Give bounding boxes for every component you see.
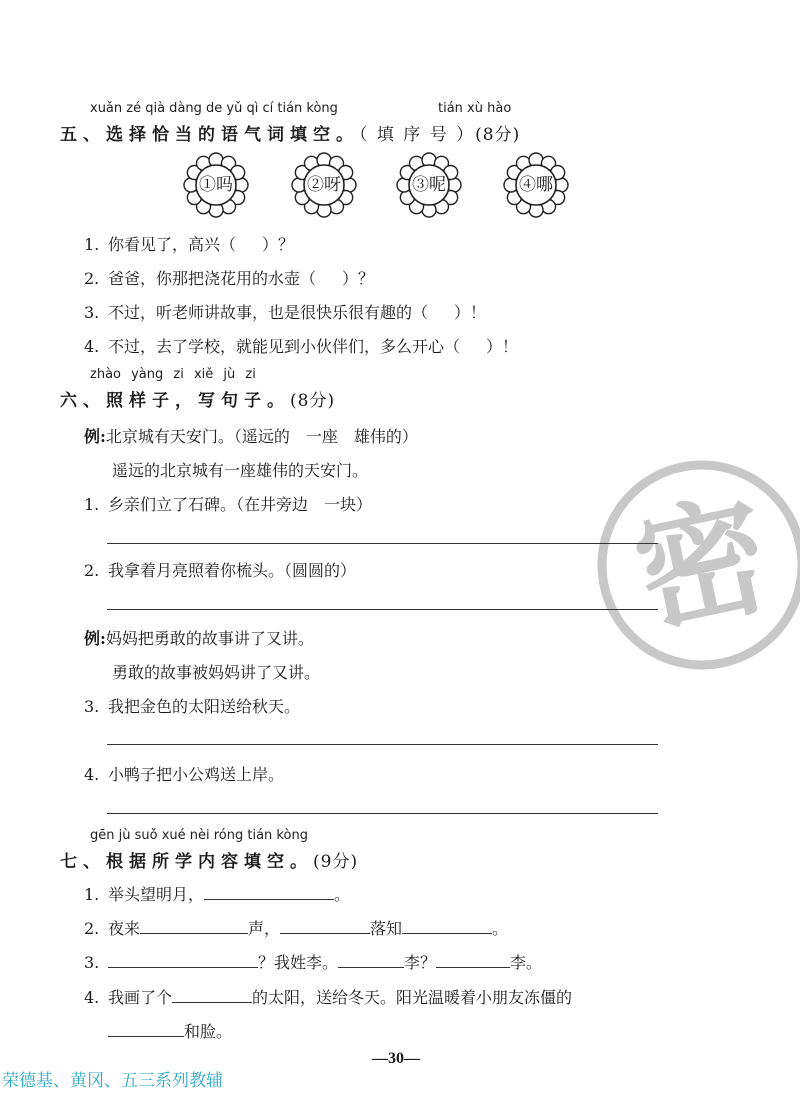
item-number: 4.: [84, 988, 100, 1007]
item-text-end: 和脸。: [184, 1022, 233, 1041]
confidential-stamp: [592, 440, 800, 690]
item-text: 我拿着月亮照着你梳头。（圆圆的）: [108, 561, 357, 580]
fill-blank[interactable]: [436, 953, 510, 968]
section6-pinyin: zhào yàng zi xiě jù zi: [90, 367, 256, 382]
item-text: 举头望明月，: [108, 885, 205, 904]
section6-item-3: [84, 694, 300, 717]
item-text-end: ）？: [262, 235, 295, 254]
section6-heading: [60, 386, 335, 411]
section6-item-1: [84, 492, 372, 515]
item-text: 你看见了，高兴（: [108, 235, 237, 254]
answer-line-1[interactable]: [107, 543, 658, 544]
item-text: 我把金色的太阳送给秋天。: [108, 697, 301, 716]
fill-blank[interactable]: [172, 988, 252, 1003]
item-text-end: 李。: [510, 953, 543, 972]
item-number: 2.: [84, 269, 100, 288]
item-text: 小鸭子把小公鸡送上岸。: [108, 765, 285, 784]
section7-item-1: [84, 882, 350, 905]
item-text: 的太阳，送给冬天。阳光温暖着小朋友冻僵的: [252, 988, 573, 1007]
option-label: ②呀: [307, 175, 341, 195]
example-text: 妈妈把勇敢的故事讲了又讲。: [105, 629, 314, 648]
item-text-end: 。: [492, 919, 509, 938]
item-number: 1.: [84, 235, 100, 254]
option-label: ④哪: [519, 175, 553, 195]
example-1: [84, 424, 418, 447]
item-number: 3.: [84, 303, 100, 322]
option-flower-4: [503, 152, 569, 218]
item-text: 爸爸，你那把浇花用的水壶（: [108, 269, 317, 288]
example-label: 例:: [84, 629, 106, 648]
item-text-end: 。: [334, 885, 351, 904]
answer-line-2[interactable]: [107, 609, 658, 610]
fill-blank[interactable]: [402, 919, 492, 934]
item-text-end: ）！: [454, 303, 487, 322]
answer-line-3[interactable]: [107, 744, 658, 745]
section5-item-2: [84, 266, 374, 289]
example-label: 例:: [84, 427, 106, 446]
section5-item-4: [84, 334, 518, 357]
item-text-end: ）！: [486, 337, 519, 356]
brand-footer: 荣德基、黄冈、五三系列教辅: [2, 1071, 223, 1091]
option-label: ③呢: [412, 175, 446, 195]
item-text: 落知: [370, 919, 403, 938]
item-text: 不过，听老师讲故事，也是很快乐很有趣的（: [108, 303, 429, 322]
section5-paren: （ 填 序 号 ）: [359, 125, 476, 145]
section5-item-3: [84, 300, 486, 323]
section5-heading: [60, 120, 520, 145]
item-number: 1.: [84, 495, 100, 514]
fill-blank[interactable]: [204, 885, 334, 900]
item-number: 4.: [84, 337, 100, 356]
option-flower-3: [396, 152, 462, 218]
item-text: 乡亲们立了石碑。（在井旁边 一块）: [108, 495, 373, 514]
example-2-answer: 勇敢的故事被妈妈讲了又讲。: [112, 663, 321, 682]
section5-score: (8分): [475, 125, 521, 145]
item-text: ？我姓李。: [258, 953, 339, 972]
section7-score: (9分): [313, 852, 359, 872]
fill-blank[interactable]: [280, 919, 370, 934]
option-label: ①吗: [199, 175, 233, 195]
item-text: 李？: [404, 953, 437, 972]
fill-blank[interactable]: [108, 953, 258, 968]
section7-pinyin: gēn jù suǒ xué nèi róng tián kòng: [90, 828, 308, 843]
option-flower-2: [291, 152, 357, 218]
item-text: 我画了个: [108, 988, 173, 1007]
section5-pinyin-2: tián xù hào: [438, 101, 512, 116]
item-number: 2.: [84, 561, 100, 580]
stamp-text: 密: [622, 477, 782, 653]
section5-title: 五、选择恰当的语气词填空。: [60, 125, 359, 145]
item-text-end: ）？: [342, 269, 375, 288]
section7-item-2: [84, 916, 508, 939]
section6-item-2: [84, 558, 356, 581]
item-text: 声，: [248, 919, 281, 938]
section7-item-4-cont: [108, 1019, 232, 1042]
example-text: 北京城有天安门。（遥远的 一座 雄伟的）: [105, 427, 418, 446]
section6-score: (8分): [290, 391, 336, 411]
item-number: 2.: [84, 919, 100, 938]
section6-title: 六、照样子，写句子。: [60, 391, 290, 411]
item-text: 不过，去了学校，就能见到小伙伴们，多么开心（: [108, 337, 461, 356]
answer-line-4[interactable]: [107, 813, 658, 814]
example-2: [84, 626, 314, 649]
example-1-answer: 遥远的北京城有一座雄伟的天安门。: [112, 461, 369, 480]
fill-blank[interactable]: [108, 1022, 184, 1037]
section7-title: 七、根据所学内容填空。: [60, 852, 313, 872]
page-number: —30—: [372, 1050, 420, 1067]
item-number: 3.: [84, 697, 100, 716]
section7-item-4: [84, 985, 572, 1008]
item-text: 夜来: [108, 919, 141, 938]
fill-blank[interactable]: [338, 953, 404, 968]
section5-pinyin: xuǎn zé qià dàng de yǔ qì cí tián kòng: [90, 101, 338, 116]
option-flower-1: [183, 152, 249, 218]
section7-item-3: [84, 950, 542, 973]
item-number: 3.: [84, 953, 100, 972]
section7-heading: [60, 847, 358, 872]
fill-blank[interactable]: [140, 919, 248, 934]
item-number: 1.: [84, 885, 100, 904]
section6-item-4: [84, 762, 284, 785]
section5-item-1: [84, 232, 294, 255]
item-number: 4.: [84, 765, 100, 784]
